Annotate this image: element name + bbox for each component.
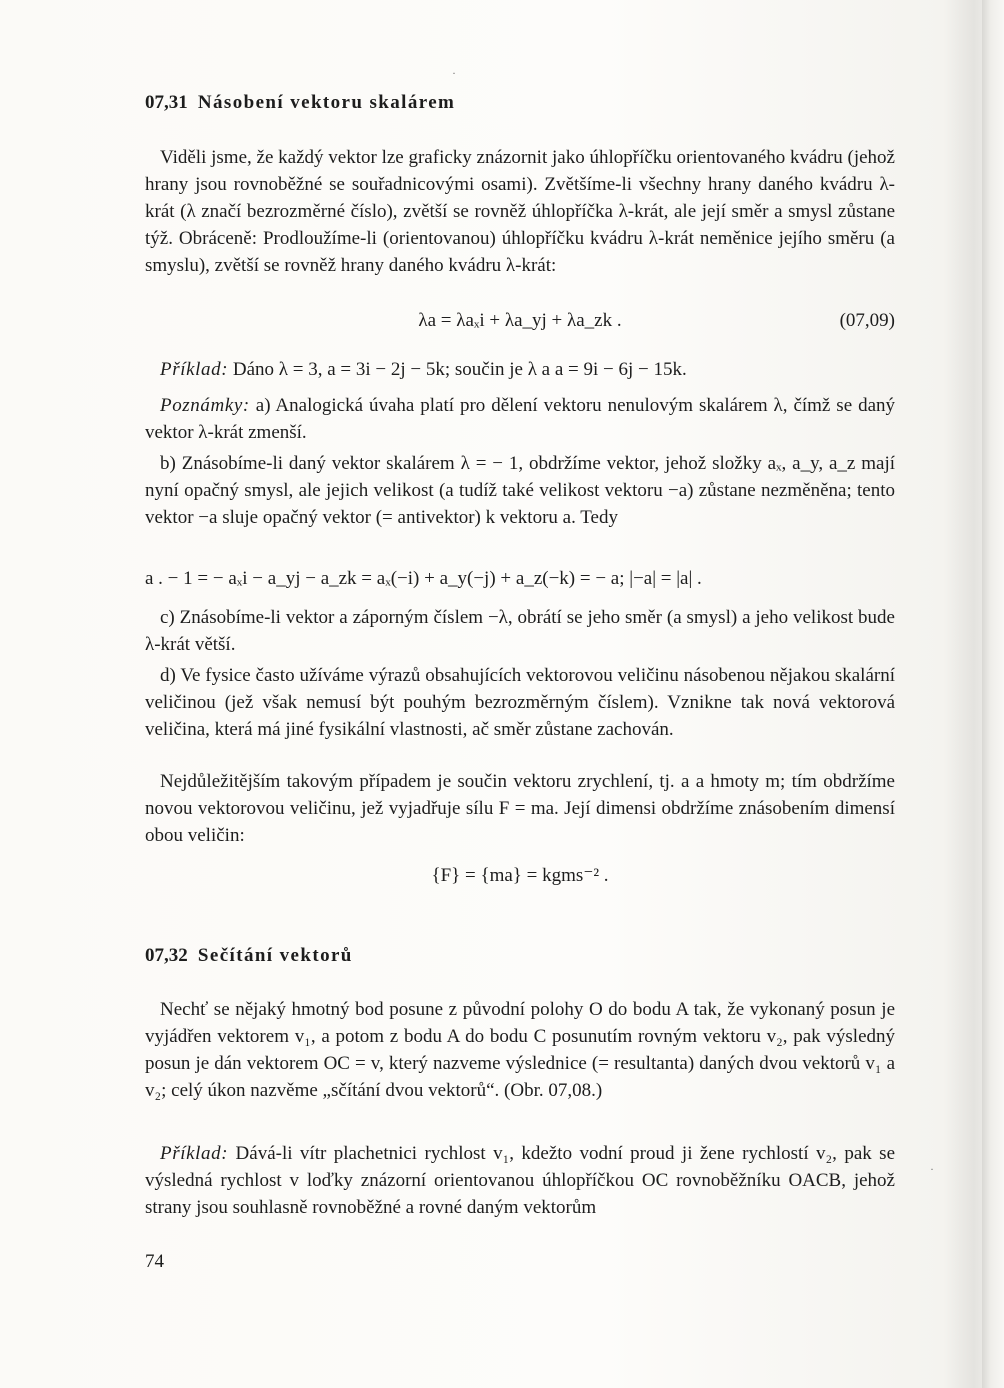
page-number: 74 (145, 1251, 164, 1272)
dust-speck: · (452, 66, 456, 80)
page-edge-shadow (982, 0, 1004, 1388)
note-a: a) Analogická úvaha platí pro dělení vektoru nenulovým skalárem λ, čímž se daný vektor λ-krát zmenší. (145, 395, 896, 443)
paragraph-intro: Viděli jsme, že každý vektor lze graficky znázornit jako úhlopříčku orientovaného kvádru (jehož hrany jsou rovnoběžné se souřadnicovými osami). Zvětšíme-li všechny hrany daného kvádru λ-krát (λ značí bezrozměrné číslo), zvětší se rovněž úhlopříčka λ-krát, ale její směr a smysl zůstane týž. Obráceně: Prodloužíme-li (orientovanou) úhlopříčku kvádru λ-krát neměnice jejího směru (a smyslu), zvětší se rovněž hrany daného kvádru λ-krát: (145, 147, 895, 276)
section-title: Sečítání vektorů (197, 945, 353, 966)
example-paragraph (145, 356, 895, 383)
example-text: Dává-li vítr plachetnici rychlost v₁, kdežto vodní proud ji žene rychlostí v₂, pak se výsledná rychlost v loďky znázorní orientovanou úhlopříčkou OC rovnoběžníku OACB, jehož strany jsou souhlasně rovnoběžné a rovné daným vektorům (145, 1143, 895, 1218)
example-label: Příklad: (160, 1143, 229, 1164)
section-number: 07,31 (145, 92, 188, 113)
equation-number: (07,09) (839, 310, 895, 331)
notes-label: Poznámky: (160, 395, 250, 416)
paragraph-vector-addition: Nechť se nějaký hmotný bod posune z původní polohy O do bodu A tak, že vykonaný posun je vyjádřen vektorem v₁, a potom z bodu A do bodu C posunutím rovným vektoru v₂, pak výsledný posun je dán vektorem OC = v, který nazveme výslednice (= resultanta) daných dvou vektorů v₁ a v₂; celý úkon nazvěme „sčítání dvou vektorů“. (Obr. 07,08.) (145, 999, 895, 1101)
example-paragraph-sailboat (145, 1140, 895, 1221)
notes-paragraph (145, 392, 895, 446)
note-d: d) Ve fysice často užíváme výrazů obsahujících vektorovou veličinu násobenou nějakou skalární veličinou (jež však nemusí být pouhým bezrozměrným číslem). Vznikne tak nová vektorová veličina, která má jiné fysikální vlastnosti, ač směr zůstane zachován. (145, 665, 895, 740)
section-number: 07,32 (145, 945, 188, 966)
equation-07-09 (145, 310, 895, 332)
equation-opposite-vector: a . − 1 = − aₓi − a_yj − a_zk = aₓ(−i) + a_y(−j) + a_z(−k) = − a; |−a| = |a| . (145, 568, 702, 589)
note-c: c) Znásobíme-li vektor a záporným číslem −λ, obrátí se jeho směr (a smysl) a jeho velikost bude λ-krát větší. (145, 607, 895, 655)
section-heading-07-32 (145, 945, 353, 967)
equation-dimension: {F} = {ma} = kgms⁻² . (431, 865, 609, 886)
note-b: b) Znásobíme-li daný vektor skalárem λ = − 1, obdržíme vektor, jehož složky aₓ, a_y, a_z mají nyní opačný smysl, ale jejich velikost (a tudíž také velikost vektoru −a) zůstane nezměněna; tento vektor −a sluje opačný vektor (= antivektor) k vektoru a. Tedy (145, 453, 895, 528)
example-text: Dáno λ = 3, a = 3i − 2j − 5k; součin je λ a a = 9i − 6j − 15k. (232, 359, 687, 380)
section-title: Násobení vektoru skalárem (197, 92, 456, 113)
section-heading-07-31 (145, 92, 455, 114)
paragraph-force: Nejdůležitějším takovým případem je součin vektoru zrychlení, tj. a a hmoty m; tím obdržíme novou vektorovou veličinu, jež vyjadřuje sílu F = ma. Její dimensi obdržíme znásobením dimensí obou veličin: (145, 771, 895, 846)
dust-speck: · (930, 1162, 934, 1176)
equation-body: λa = λaₓi + λa_yj + λa_zk . (418, 310, 622, 331)
example-label: Příklad: (160, 359, 229, 380)
